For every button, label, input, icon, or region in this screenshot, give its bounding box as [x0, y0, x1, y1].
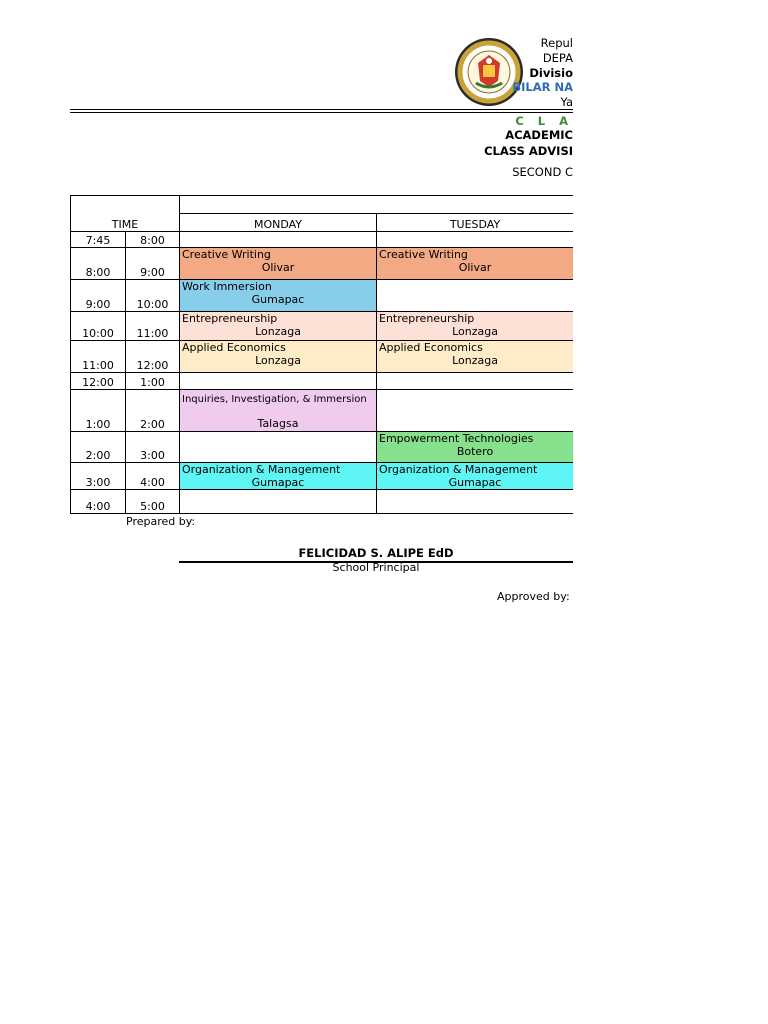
- subject-name: Entrepreneurship: [182, 312, 278, 325]
- schedule-cell-monday: [180, 312, 377, 341]
- teacher-name: Lonzaga: [452, 325, 498, 338]
- table-header-row: [71, 196, 574, 214]
- time-start-cell: 8:00: [71, 248, 126, 280]
- teacher-name: Gumapac: [251, 293, 305, 306]
- teacher-name: Lonzaga: [452, 354, 498, 367]
- academic-year-line: ACADEMIC: [505, 128, 573, 142]
- document-title: C L A: [515, 114, 573, 128]
- table-row: [71, 312, 574, 341]
- header-blank-cell: [180, 196, 574, 214]
- subject-name: Organization & Management: [182, 463, 341, 476]
- time-end-cell: 10:00: [126, 280, 180, 312]
- schedule-cell-tuesday: [377, 390, 574, 432]
- teacher-name: Lonzaga: [255, 325, 301, 338]
- semester-line: SECOND C: [512, 165, 573, 179]
- schedule-cell-tuesday: [377, 463, 574, 490]
- header-school-name: BILAR NA: [512, 80, 573, 94]
- class-schedule-table: [70, 195, 573, 514]
- time-start-cell: 12:00: [71, 373, 126, 390]
- schedule-cell-tuesday: [377, 280, 574, 312]
- schedule-cell-monday: [180, 280, 377, 312]
- table-row: [71, 341, 574, 373]
- time-start-cell: 9:00: [71, 280, 126, 312]
- subject-name: Empowerment Technologies: [379, 432, 534, 445]
- header-republic-line: Repul: [540, 36, 573, 50]
- subject-name: Creative Writing: [379, 248, 468, 261]
- time-header: TIME: [71, 196, 180, 232]
- teacher-name: Olivar: [261, 261, 295, 274]
- school-seal-logo: [454, 37, 524, 107]
- teacher-name: Botero: [456, 445, 494, 458]
- schedule-cell-tuesday: [377, 248, 574, 280]
- teacher-name: Gumapac: [448, 476, 502, 489]
- table-row: [71, 248, 574, 280]
- schedule-cell-monday: [180, 390, 377, 432]
- time-end-cell: 9:00: [126, 248, 180, 280]
- time-start-cell: 7:45: [71, 232, 126, 248]
- table-row: [71, 463, 574, 490]
- principal-title: School Principal: [332, 561, 420, 574]
- time-start-cell: 1:00: [71, 390, 126, 432]
- prepared-by-label: Prepared by:: [126, 515, 196, 528]
- day-header-tuesday: TUESDAY: [377, 214, 574, 232]
- header-address-line: Ya: [560, 95, 573, 109]
- time-start-cell: 3:00: [71, 463, 126, 490]
- schedule-cell-tuesday: [377, 373, 574, 390]
- approved-by-label: Approved by:: [497, 590, 570, 603]
- schedule-cell-tuesday: [377, 312, 574, 341]
- schedule-cell-monday: [180, 432, 377, 463]
- schedule-cell-tuesday: [377, 490, 574, 514]
- header-divider: [70, 109, 573, 110]
- schedule-cell-tuesday: [377, 341, 574, 373]
- subject-name: Inquiries, Investigation, & Immersion: [182, 394, 367, 405]
- teacher-name: Lonzaga: [255, 354, 301, 367]
- principal-name: FELICIDAD S. ALIPE EdD: [298, 546, 454, 560]
- teacher-name: Olivar: [458, 261, 492, 274]
- time-start-cell: 11:00: [71, 341, 126, 373]
- class-adviser-line: CLASS ADVISI: [484, 144, 573, 158]
- schedule-cell-monday: [180, 490, 377, 514]
- schedule-cell-monday: [180, 463, 377, 490]
- schedule-cell-tuesday: [377, 432, 574, 463]
- time-end-cell: 8:00: [126, 232, 180, 248]
- header-department-line: DEPA: [542, 51, 573, 65]
- time-end-cell: 1:00: [126, 373, 180, 390]
- header-division-line: Divisio: [529, 66, 573, 80]
- day-header-monday: MONDAY: [180, 214, 377, 232]
- subject-name: Applied Economics: [182, 341, 286, 354]
- time-end-cell: 4:00: [126, 463, 180, 490]
- schedule-cell-monday: [180, 373, 377, 390]
- header-divider: [70, 112, 573, 113]
- schedule-cell-monday: [180, 232, 377, 248]
- time-end-cell: 2:00: [126, 390, 180, 432]
- time-end-cell: 12:00: [126, 341, 180, 373]
- schedule-cell-tuesday: [377, 232, 574, 248]
- time-start-cell: 4:00: [71, 490, 126, 514]
- table-row: [71, 280, 574, 312]
- table-row: [71, 232, 574, 248]
- teacher-name: Talagsa: [257, 417, 299, 430]
- subject-name: Creative Writing: [182, 248, 271, 261]
- time-end-cell: 5:00: [126, 490, 180, 514]
- subject-name: Applied Economics: [379, 341, 483, 354]
- table-row: [71, 390, 574, 432]
- subject-name: Organization & Management: [379, 463, 538, 476]
- table-row: [71, 432, 574, 463]
- time-start-cell: 2:00: [71, 432, 126, 463]
- table-row: [71, 490, 574, 514]
- schedule-cell-monday: [180, 248, 377, 280]
- teacher-name: Gumapac: [251, 476, 305, 489]
- time-end-cell: 11:00: [126, 312, 180, 341]
- schedule-cell-monday: [180, 341, 377, 373]
- subject-name: Work Immersion: [182, 280, 272, 293]
- time-start-cell: 10:00: [71, 312, 126, 341]
- time-end-cell: 3:00: [126, 432, 180, 463]
- table-row: [71, 373, 574, 390]
- subject-name: Entrepreneurship: [379, 312, 475, 325]
